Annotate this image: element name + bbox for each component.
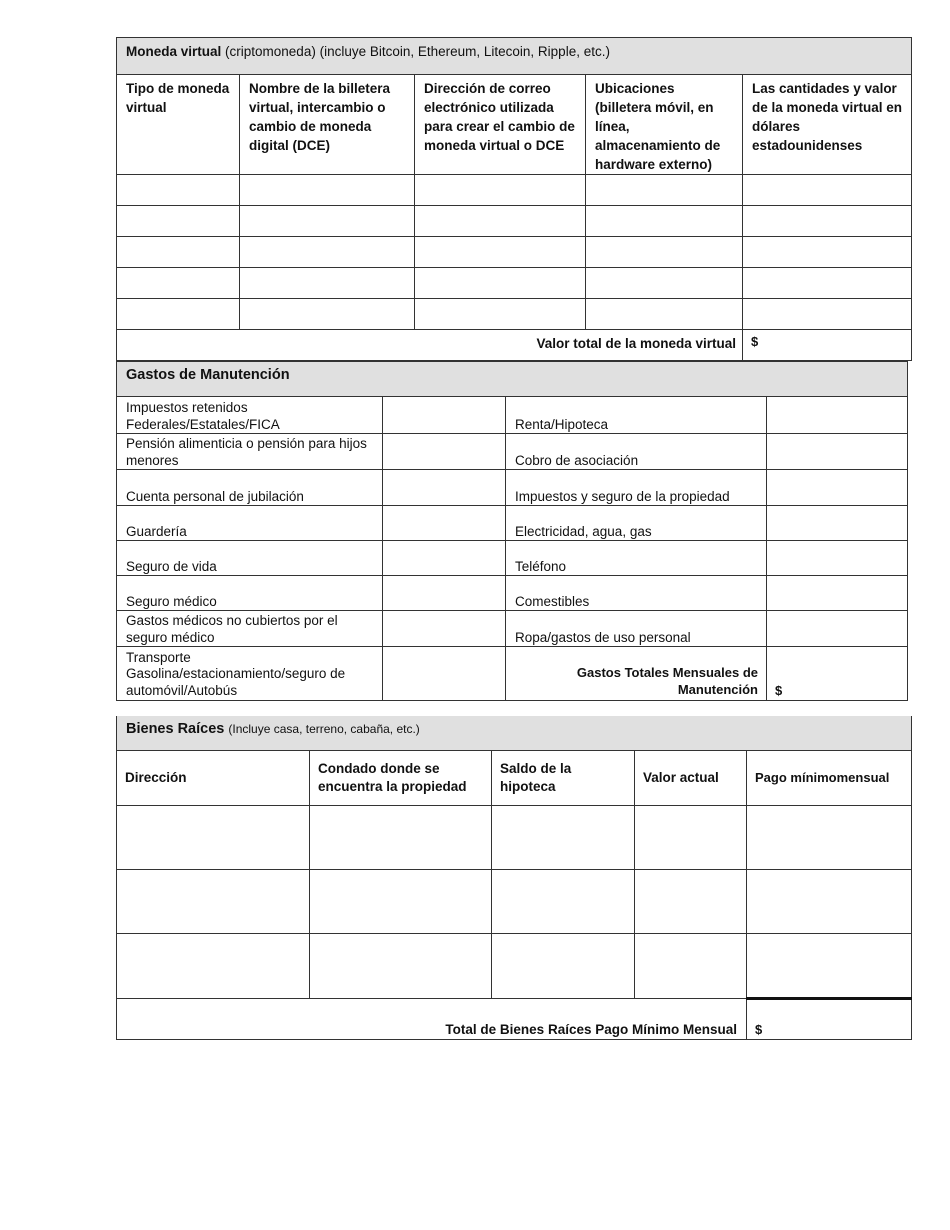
input-cell[interactable] — [240, 268, 415, 299]
expense-label: Cobro de asociación — [506, 434, 767, 470]
expenses-table — [116, 361, 908, 701]
input-cell[interactable] — [117, 268, 240, 299]
table-row — [117, 934, 912, 999]
expense-label: Pensión alimenticia o pensión para hijos menores — [117, 434, 383, 470]
input-cell[interactable] — [492, 934, 635, 999]
expense-input[interactable] — [383, 470, 506, 506]
expense-label: Teléfono — [506, 541, 767, 576]
realestate-col-value: Valor actual — [635, 751, 747, 806]
input-cell[interactable] — [743, 268, 912, 299]
input-cell[interactable] — [635, 806, 747, 870]
crypto-total-value[interactable]: $ — [743, 330, 912, 361]
table-row — [117, 611, 908, 647]
crypto-col-location: Ubicaciones (billetera móvil, en línea, almacenamiento de hardware externo) — [586, 75, 743, 175]
input-cell[interactable] — [492, 870, 635, 934]
input-cell[interactable] — [117, 175, 240, 206]
table-row — [117, 268, 912, 299]
expense-label: Gastos médicos no cubiertos por el seguro médico — [117, 611, 383, 647]
crypto-col-amount: Las cantidades y valor de la moneda virtual en dólares estadounidenses — [743, 75, 912, 175]
expense-input[interactable] — [383, 397, 506, 434]
table-row — [117, 541, 908, 576]
input-cell[interactable] — [743, 237, 912, 268]
table-row — [117, 647, 908, 701]
realestate-total-label: Total de Bienes Raíces Pago Mínimo Mensual — [117, 999, 747, 1040]
expense-label: Seguro médico — [117, 576, 383, 611]
input-cell[interactable] — [117, 299, 240, 330]
expense-label: Impuestos y seguro de la propiedad — [506, 470, 767, 506]
input-cell[interactable] — [747, 806, 912, 870]
realestate-col-address: Dirección — [117, 751, 310, 806]
crypto-title-rest: (criptomoneda) (incluye Bitcoin, Ethereum, Litecoin, Ripple, etc.) — [225, 44, 610, 59]
table-row — [117, 397, 908, 434]
realestate-title — [117, 716, 912, 751]
table-row — [117, 806, 912, 870]
input-cell[interactable] — [240, 237, 415, 268]
table-row — [117, 470, 908, 506]
expense-input[interactable] — [767, 506, 908, 541]
expense-label: Comestibles — [506, 576, 767, 611]
input-cell[interactable] — [415, 268, 586, 299]
realestate-col-county: Condado donde se encuentra la propiedad — [310, 751, 492, 806]
table-row — [117, 206, 912, 237]
expense-input[interactable] — [767, 470, 908, 506]
expense-label: Guardería — [117, 506, 383, 541]
input-cell[interactable] — [310, 870, 492, 934]
expense-label: Transporte Gasolina/estacionamiento/seguro de automóvil/Autobús — [117, 647, 383, 701]
input-cell[interactable] — [747, 870, 912, 934]
expense-label: Impuestos retenidos Federales/Estatales/FICA — [117, 397, 383, 434]
expense-input[interactable] — [767, 576, 908, 611]
input-cell[interactable] — [310, 806, 492, 870]
crypto-total-label: Valor total de la moneda virtual — [117, 330, 743, 361]
input-cell[interactable] — [492, 806, 635, 870]
expense-label: Cuenta personal de jubilación — [117, 470, 383, 506]
expense-label: Renta/Hipoteca — [506, 397, 767, 434]
input-cell[interactable] — [586, 299, 743, 330]
input-cell[interactable] — [240, 299, 415, 330]
expense-input[interactable] — [767, 397, 908, 434]
crypto-col-email: Dirección de correo electrónico utilizada para crear el cambio de moneda virtual o DCE — [415, 75, 586, 175]
input-cell[interactable] — [117, 870, 310, 934]
expenses-total-value[interactable]: $ — [767, 647, 908, 701]
table-row — [117, 175, 912, 206]
crypto-table — [116, 37, 912, 361]
input-cell[interactable] — [415, 206, 586, 237]
crypto-col-wallet: Nombre de la billetera virtual, intercambio o cambio de moneda digital (DCE) — [240, 75, 415, 175]
expenses-total-label: Gastos Totales Mensuales de Manutención — [506, 647, 767, 701]
table-row — [117, 434, 908, 470]
expense-label: Seguro de vida — [117, 541, 383, 576]
realestate-col-mortgage: Saldo de la hipoteca — [492, 751, 635, 806]
input-cell[interactable] — [743, 175, 912, 206]
input-cell[interactable] — [586, 268, 743, 299]
expenses-title: Gastos de Manutención — [117, 362, 908, 397]
expense-label: Ropa/gastos de uso personal — [506, 611, 767, 647]
input-cell[interactable] — [240, 206, 415, 237]
input-cell[interactable] — [635, 934, 747, 999]
table-row — [117, 237, 912, 268]
table-row — [117, 506, 908, 541]
expense-input[interactable] — [383, 647, 506, 701]
expense-input[interactable] — [383, 434, 506, 470]
expense-input[interactable] — [383, 541, 506, 576]
input-cell[interactable] — [747, 934, 912, 999]
expense-input[interactable] — [383, 506, 506, 541]
realestate-col-payment: Pago mínimomensual — [747, 751, 912, 806]
input-cell[interactable] — [586, 206, 743, 237]
input-cell[interactable] — [240, 175, 415, 206]
expense-input[interactable] — [383, 576, 506, 611]
input-cell[interactable] — [586, 237, 743, 268]
input-cell[interactable] — [117, 237, 240, 268]
input-cell[interactable] — [743, 299, 912, 330]
realestate-title-rest: (Incluye casa, terreno, cabaña, etc.) — [228, 722, 420, 736]
table-row — [117, 576, 908, 611]
input-cell[interactable] — [415, 175, 586, 206]
input-cell[interactable] — [415, 299, 586, 330]
input-cell[interactable] — [415, 237, 586, 268]
crypto-title — [117, 38, 912, 75]
crypto-col-type: Tipo de moneda virtual — [117, 75, 240, 175]
input-cell[interactable] — [586, 175, 743, 206]
input-cell[interactable] — [743, 206, 912, 237]
expense-input[interactable] — [767, 611, 908, 647]
table-row — [117, 870, 912, 934]
realestate-title-bold: Bienes Raíces — [126, 721, 225, 737]
realestate-total-value[interactable]: $ — [747, 999, 912, 1040]
expense-input[interactable] — [767, 434, 908, 470]
input-cell[interactable] — [310, 934, 492, 999]
input-cell[interactable] — [117, 206, 240, 237]
realestate-table — [116, 716, 912, 1040]
crypto-title-bold: Moneda virtual — [126, 44, 222, 59]
expense-label: Electricidad, agua, gas — [506, 506, 767, 541]
table-row — [117, 299, 912, 330]
input-cell[interactable] — [117, 806, 310, 870]
expense-input[interactable] — [383, 611, 506, 647]
input-cell[interactable] — [635, 870, 747, 934]
input-cell[interactable] — [117, 934, 310, 999]
expense-input[interactable] — [767, 541, 908, 576]
